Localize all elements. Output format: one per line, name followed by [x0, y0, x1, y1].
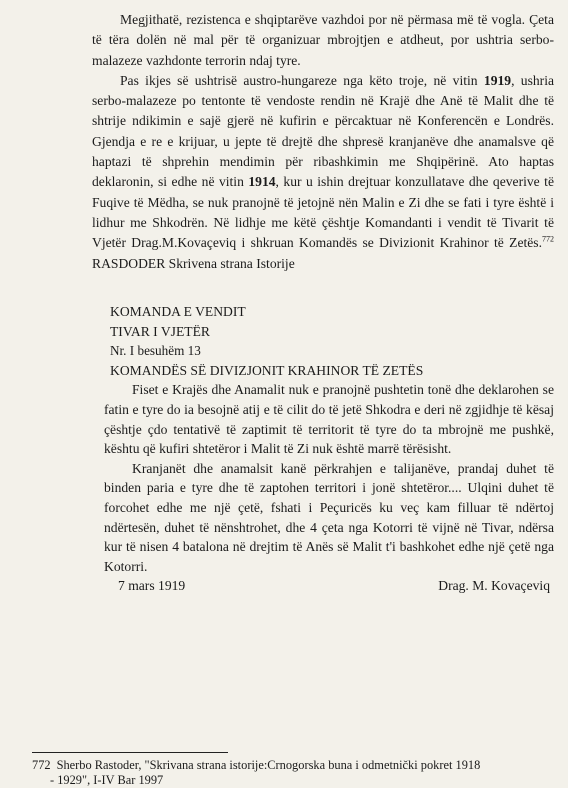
paragraph-1: Megjithatë, rezistenca e shqiptarëve vazhdoi por në përmasa më të vogla. Çeta të tëra dolën në mal për të organizuar mbrojtjen e atdheut, por ushtria serbo-malazeze vazhdonte terrorin ndaj tyre. [92, 12, 554, 68]
year-1914: 1914 [248, 174, 276, 190]
footnote-divider [32, 752, 228, 753]
quoted-letter [104, 302, 554, 596]
letter-date: 7 mars 1919 [118, 578, 186, 594]
footnote-reference: 772 [542, 234, 554, 244]
letter-paragraph-1 [104, 380, 554, 458]
footnote-text: Sherbo Rastoder, "Skrivana strana istorije:Crnogorska buna i odmetnički pokret 1918 [56, 758, 481, 772]
letter-paragraph-2-text: Kranjanët dhe anamalsit kanë përkrahjen e talijanëve, prandaj duhet të binden paria e tyre dhe të zaptohen territori i jonë shtetëror.... Ulqini duhet të forcohet edhe me një çetë, fshati i Peçuricës ku veç kam filluar të ndërtoj ndërtesën, duhet të nënshtrohet, dhe 4 çeta nga Kotorri të vijnë në Tivar, ndërsa kur të nisen 4 batalona në drejtim të Anës së Malit t'i bashkohet edhe një çetë nga Kotorri. [104, 460, 554, 574]
letter-reference-number: Nr. I besuhëm 13 [110, 343, 201, 359]
letter-paragraph-2 [104, 459, 554, 577]
body-text [92, 10, 554, 274]
paragraph-2-part-b: , ushria serbo-malazeze po tentonte të vendoste rendin në Krajë dhe Anë të Malit dhe të shtrije ndikimin e sajë gjerë në kufirin e përcaktuar në Konferencën e Londrës. Gjendja e re e krijuar, u jepte të drejtë dhe shpresë kranjanëve dhe anamalsve që haptazi të shprehin mendimin për ribashkimin me Shqipërinë. Ato haptas deklaronin, si edhe në vitin [92, 72, 554, 190]
paragraph-2-part-a: Pas ikjes së ushtrisë austro-hungareze nga këto troje, në vitin [120, 72, 478, 88]
letter-heading-recipient: KOMANDËS SË DIVIZJONIT KRAHINOR TË ZETËS [110, 362, 424, 378]
footnote [32, 758, 552, 788]
letter-signature-row [104, 576, 554, 596]
paragraph-2-part-d: RASDODER Skrivena strana Istorije [92, 255, 295, 271]
letter-signature: Drag. M. Kovaçeviq [438, 578, 550, 594]
paragraph-2 [92, 71, 554, 274]
letter-heading-sender: KOMANDA E VENDIT [110, 304, 246, 319]
footnote-line-2: - 1929", I-IV Bar 1997 [50, 773, 164, 787]
footnote-number: 772 [32, 758, 51, 772]
year-1919: 1919 [483, 72, 512, 88]
letter-paragraph-1-text: Fiset e Krajës dhe Anamalit nuk e pranojnë pushtetin tonë dhe deklarohen se fatin e tyre do ia besojnë atij e të cilit do të jetë Shkodra e deri në zgjidhje të kësaj çështje çdo tentativë të zaptimit të territorit të tyre do ta mbrojnë me pushkë, kështu që kufiri shtetëror i Malit të Zi nuk është marrë tërësisht. [104, 382, 554, 457]
footnote-line-1 [32, 758, 552, 773]
paragraph-2-part-c: , kur u ishin drejtuar konzullatave dhe qeverive të Fuqive të Mëdha, se nuk pranojnë të jetojnë nën Malin e Zi dhe se fati i tyre është i lidhur me Shkodrën. Në lidhje me këtë çështje Komandanti i vendit të Tivarit të Vjetër Drag.M.Kovaçeviq i shkruan Komandës se Divizionit Krahinor të Zetës. [92, 174, 554, 251]
letter-heading-place: TIVAR I VJETËR [110, 323, 210, 339]
